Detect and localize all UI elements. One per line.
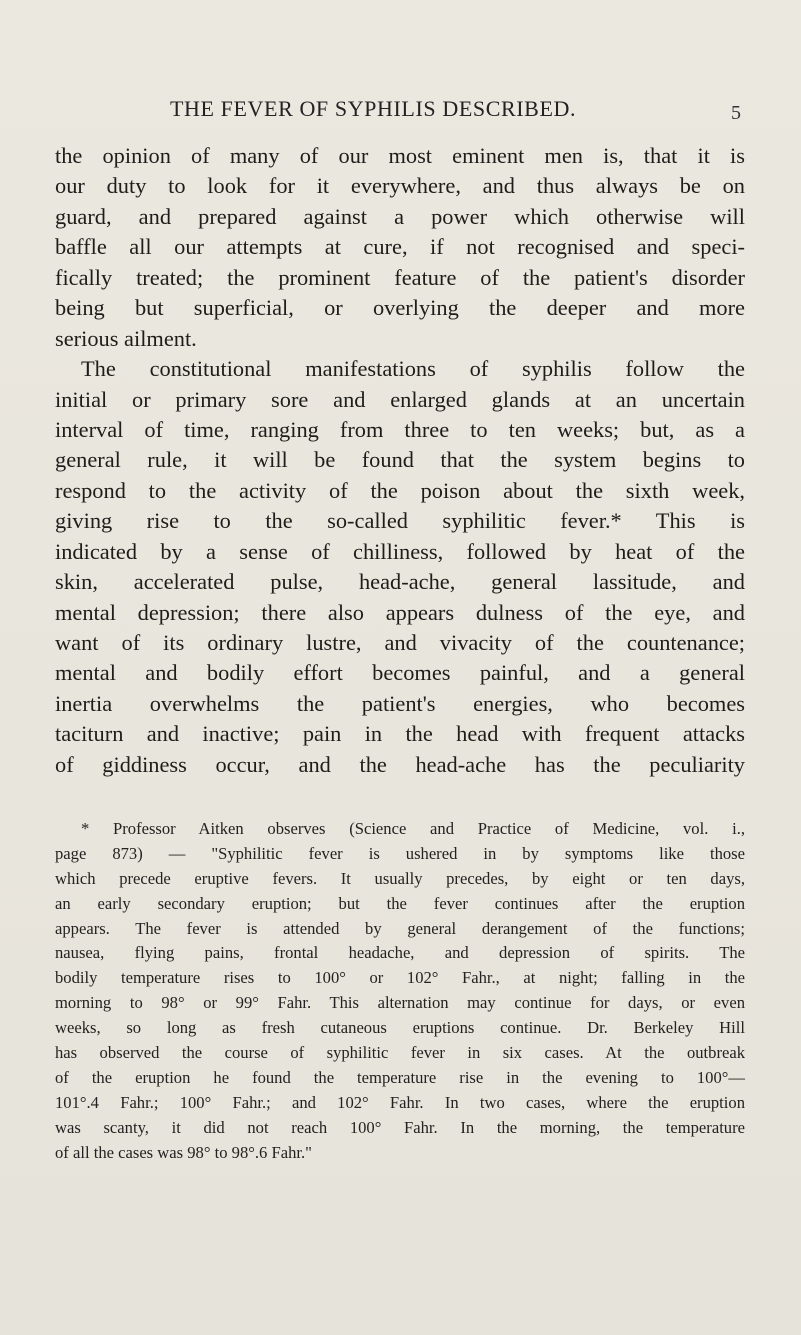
text-line: being but superficial, or overlying the deeper and more [55, 295, 745, 321]
footnote-line: bodily temperature rises to 100° or 102° Fahr., at night; falling in the [55, 968, 745, 988]
footnote-line: of all the cases was 98° to 98°.6 Fahr." [55, 1142, 312, 1162]
text-line: mental and bodily effort becomes painful, and a general [55, 660, 745, 686]
footnote-line: of the eruption he found the temperature rise in the evening to 100°— [55, 1067, 745, 1087]
footnote-line: was scanty, it did not reach 100° Fahr. In the morning, the temperature [55, 1117, 745, 1137]
text-line: mental depression; there also appears dulness of the eye, and [55, 599, 745, 625]
footnote-line: an early secondary eruption; but the fever continues after the eruption [55, 893, 745, 913]
running-title: THE FEVER OF SYPHILIS DESCRIBED. [170, 96, 577, 121]
text-line: interval of time, ranging from three to ten weeks; but, as a [55, 416, 745, 442]
footnote [55, 817, 745, 1165]
footnote-line: page 873) — "Syphilitic fever is ushered in by symptoms like those [55, 843, 745, 863]
text-line: fically treated; the prominent feature of the patient's disorder [55, 264, 745, 290]
text-line: indicated by a sense of chilliness, followed by heat of the [55, 538, 745, 564]
footnote-line: appears. The fever is attended by general derangement of the functions; [55, 918, 745, 938]
text-line: our duty to look for it everywhere, and thus always be on [55, 173, 745, 199]
text-line: taciturn and inactive; pain in the head with frequent attacks [55, 721, 745, 747]
text-line: initial or primary sore and enlarged glands at an uncertain [55, 386, 745, 412]
text-line: of giddiness occur, and the head-ache has the peculiarity [55, 751, 745, 777]
text-line: want of its ordinary lustre, and vivacity of the countenance; [55, 630, 745, 655]
text-line: inertia overwhelms the patient's energies, who becomes [55, 690, 745, 716]
text-line: general rule, it will be found that the system begins to [55, 447, 745, 473]
text-line: guard, and prepared against a power which otherwise will [55, 203, 745, 229]
text-line: skin, accelerated pulse, head-ache, general lassitude, and [55, 569, 745, 595]
text-line: baffle all our attempts at cure, if not recognised and speci- [55, 234, 745, 260]
footnote-line: * Professor Aitken observes (Science and Practice of Medicine, vol. i., [81, 819, 745, 838]
footnote-line: nausea, flying pains, frontal headache, and depression of spirits. The [55, 943, 745, 963]
text-line: The constitutional manifestations of syphilis follow the [81, 356, 745, 382]
text-line: respond to the activity of the poison about the sixth week, [55, 477, 745, 503]
body-text [55, 141, 745, 780]
footnote-line: weeks, so long as fresh cutaneous eruptions continue. Dr. Berkeley Hill [55, 1018, 745, 1038]
footnote-line: has observed the course of syphilitic fever in six cases. At the outbreak [55, 1043, 745, 1063]
text-line: the opinion of many of our most eminent men is, that it is [55, 143, 745, 168]
page-number: 5 [731, 102, 741, 124]
text-line: serious ailment. [55, 325, 197, 351]
running-head [0, 96, 801, 126]
text-line: giving rise to the so-called syphilitic fever.* This is [55, 508, 745, 534]
footnote-line: 101°.4 Fahr.; 100° Fahr.; and 102° Fahr. In two cases, where the eruption [55, 1092, 745, 1112]
footnote-line: morning to 98° or 99° Fahr. This alternation may continue for days, or even [55, 993, 745, 1013]
footnote-line: which precede eruptive fevers. It usually precedes, by eight or ten days, [55, 868, 745, 888]
